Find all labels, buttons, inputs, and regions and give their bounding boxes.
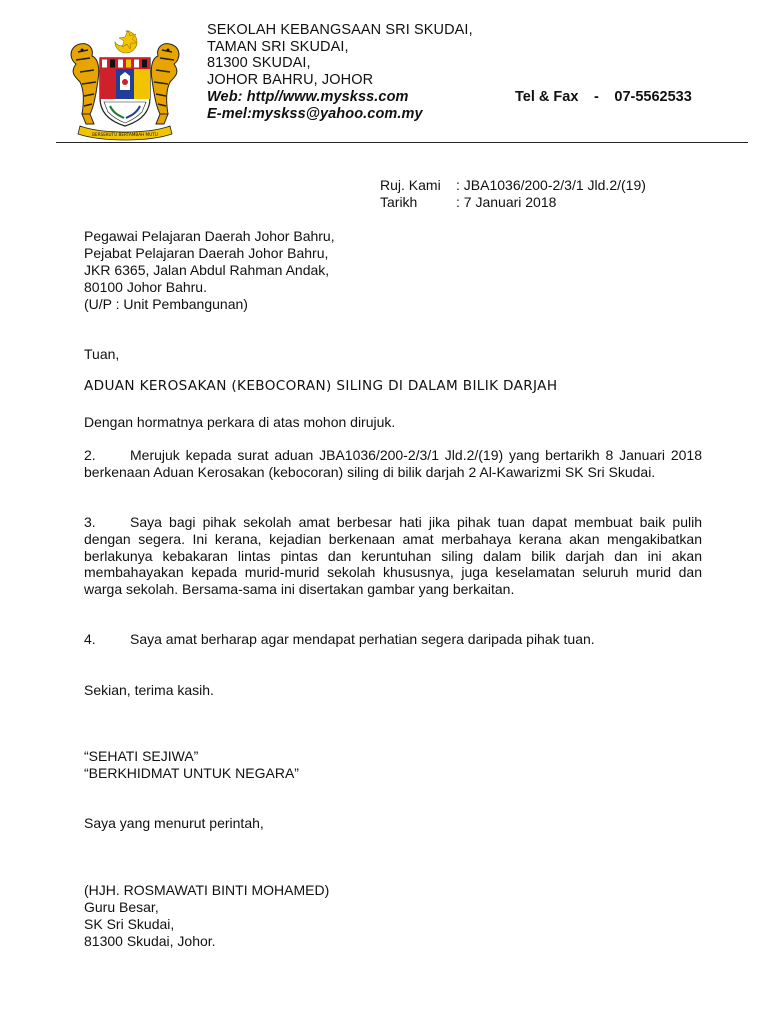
school-address-line: TAMAN SRI SKUDAI, xyxy=(207,39,349,55)
crest-motto-text: BERSEKUTU BERTAMBAH MUTU xyxy=(92,132,158,137)
school-postcode-line: 81300 SKUDAI, xyxy=(207,55,311,71)
recipient-line: 80100 Johor Bahru. xyxy=(84,279,207,295)
paragraph-number: 3. xyxy=(84,514,96,530)
paragraph-4 xyxy=(84,631,702,648)
paragraph-text: Saya bagi pihak sekolah amat berbesar hati jika pihak tuan dapat membuat baik pulih dengan segera. Ini kerana, kejadian berkenaan amat merbahaya kerana akan mengakibatkan berlakunya kebakaran lintas pintas dan keruntuhan siling dalam bilik darjah dan ini akan membahayakan kepada murid-murid sekolah khususnya, juga keselamatan seluruh murid dan warga sekolah. Bersama-sama ini disertakan gambar yang berkaitan. xyxy=(84,514,702,598)
closing-order: Saya yang menurut perintah, xyxy=(84,815,264,831)
recipient-line: JKR 6365, Jalan Abdul Rahman Andak, xyxy=(84,262,330,278)
shield-icon xyxy=(100,58,150,126)
school-email: E-mel:myskss@yahoo.com.my xyxy=(207,106,423,122)
paragraph-number: 2. xyxy=(84,447,96,463)
recipient-line: Pejabat Pelajaran Daerah Johor Bahru, xyxy=(84,245,329,261)
date-label: Tarikh xyxy=(380,194,418,210)
recipient-attention-line: (U/P : Unit Pembangunan) xyxy=(84,296,248,312)
paragraph-2 xyxy=(84,447,702,481)
school-website: Web: http//www.myskss.com xyxy=(207,89,409,105)
letter-subject: ADUAN KEROSAKAN (KEBOCORAN) SILING DI DALAM BILIK DARJAH xyxy=(84,378,558,394)
salutation: Tuan, xyxy=(84,346,120,362)
school-city-line: JOHOR BAHRU, JOHOR xyxy=(207,72,374,88)
paragraph-text: Saya amat berharap agar mendapat perhatian segera daripada pihak tuan. xyxy=(130,631,595,647)
paragraph-text: Merujuk kepada surat aduan JBA1036/200-2/3/1 Jld.2/(19) yang bertarikh 8 Januari 2018 berkenaan Aduan Kerosakan (kebocoran) siling di bilik darjah 2 Al-Kawarizmi SK Sri Skudai. xyxy=(84,447,702,480)
header-divider xyxy=(56,142,748,143)
tel-fax-number: 07-5562533 xyxy=(614,89,692,105)
closing-thanks: Sekian, terima kasih. xyxy=(84,682,214,698)
closing-motto-1: “SEHATI SEJIWA” xyxy=(84,748,199,764)
date-value: : 7 Januari 2018 xyxy=(456,194,557,210)
reference-value: : JBA1036/200-2/3/1 Jld.2/(19) xyxy=(456,177,646,193)
school-name-line: SEKOLAH KEBANGSAAN SRI SKUDAI, xyxy=(207,22,473,38)
right-tiger-icon xyxy=(151,44,179,124)
left-tiger-icon xyxy=(71,44,99,124)
crescent-star-icon xyxy=(115,30,137,53)
tel-fax-separator: - xyxy=(593,89,599,105)
tel-fax-line xyxy=(515,89,692,106)
tel-fax-label: Tel & Fax xyxy=(515,89,579,105)
signatory-name: (HJH. ROSMAWATI BINTI MOHAMED) xyxy=(84,882,330,898)
paragraph-number: 4. xyxy=(84,631,96,647)
coat-of-arms-logo xyxy=(62,28,188,146)
reference-label: Ruj. Kami xyxy=(380,177,441,193)
motto-ribbon xyxy=(78,126,172,140)
signatory-address: 81300 Skudai, Johor. xyxy=(84,933,216,949)
paragraph-3 xyxy=(84,514,702,598)
recipient-line: Pegawai Pelajaran Daerah Johor Bahru, xyxy=(84,228,335,244)
paragraph-1: Dengan hormatnya perkara di atas mohon dirujuk. xyxy=(84,414,396,430)
closing-motto-2: “BERKHIDMAT UNTUK NEGARA” xyxy=(84,765,299,781)
signatory-title: Guru Besar, xyxy=(84,899,159,915)
signatory-school: SK Sri Skudai, xyxy=(84,916,175,932)
